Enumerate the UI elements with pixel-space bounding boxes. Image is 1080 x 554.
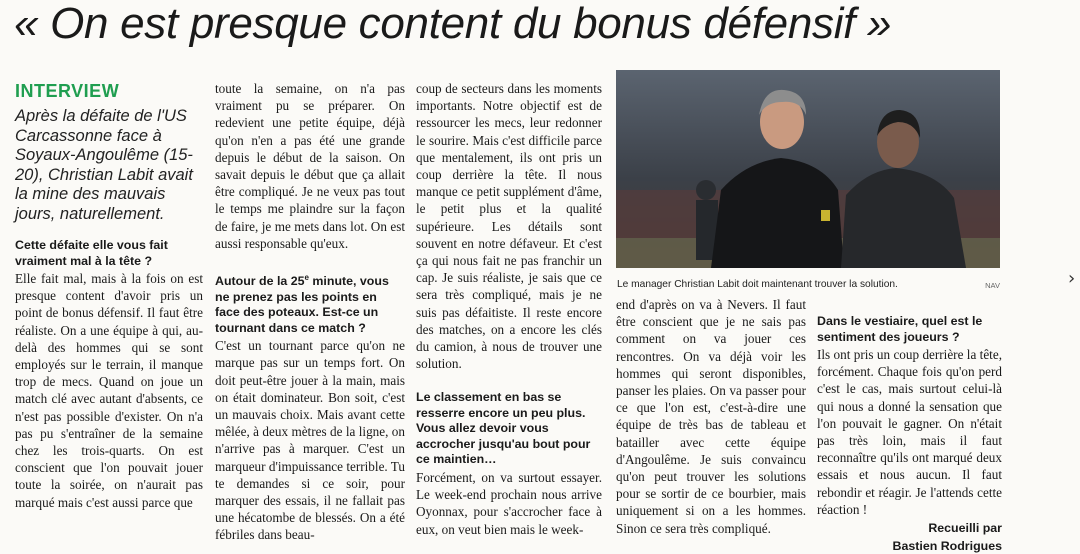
column-5	[817, 314, 1002, 554]
photo-christian-labit	[616, 70, 1000, 268]
headline: « On est presque content du bonus défensif »	[14, 0, 892, 48]
column-4	[616, 296, 806, 542]
answer-3: Forcément, on va surtout essayer. Le week-end prochain nous arrive Oyonnax, pour s'accrocher face à eux, on veut bien mais le week-	[416, 469, 602, 537]
photo-credit: NAV	[985, 281, 1000, 290]
answer-2-continued: coup de secteurs dans les moments importants. Notre objectif est de ressourcer les mecs, leur redonner le sourire. Mais c'est difficile parce que mentalement, ils ont pris un coup derrière la tête. Il nous manque ce petit supplément d'âme, le petit plus et la qualité supérieure. Les détails sont souvent en notre défaveur. Et c'est ça qui nous fait ne pas franchir un cap. Je suis réaliste, je sais que ce sera très compliqué, mais je ne suis pas défaitiste. Il reste encore des matches, on a encore les clés du camion, à nous de trouver une solution.	[416, 81, 602, 372]
answer-2: C'est un tournant parce qu'on ne marque pas sur un temps fort. On doit peut-être jouer à la main, mais on était dominateur. Bon soit, c'est un mauvais choix. Mais avant cette mêlée, à deux mètres de la ligne, on n'arrive pas à marquer. C'est un marqueur d'impuissance terrible. Tu te demandes si ce soir, pour marquer des essais, il ne fallait pas une hécatombe de blessés. On a été fébriles dans beau-	[215, 338, 405, 543]
signoff-author: Bastien Rodrigues	[892, 539, 1002, 554]
signoff-label: Recueilli par	[928, 521, 1002, 536]
question-1: Cette défaite elle vous fait vraiment mal à la tête ?	[15, 238, 168, 268]
next-page-arrow-icon[interactable]: ›	[1068, 268, 1076, 289]
answer-1: Elle fait mal, mais à la fois on est presque content d'avoir pris un point de bonus défensif. Il faut être réaliste. On a une équipe à qui, au-delà des hommes qui se sont employés sur le terrain, il manque trop de mecs. Quand on joue un match clé avec autant d'absents, ce n'est pas possible d'exister. On n'a pas pu s'entraîner de la semaine chez les trois-quarts. On est conscient que l'on pouvait jouer toute la soirée, on n'aurait pas marqué mais c'est aussi parce que	[15, 271, 203, 510]
photo-caption	[617, 278, 1000, 291]
kicker-interview: INTERVIEW	[15, 81, 120, 101]
photo-illustration	[616, 70, 1000, 268]
chapo: Après la défaite de l'US Carcassonne face à Soyaux-Angoulême (15-20), Christian Labit avait la mine des mauvais jours, naturellement.	[15, 107, 193, 223]
question-3: Le classement en bas se resserre encore un peu plus. Vous allez devoir vous accrocher jusqu'au bout pour ce maintien…	[416, 390, 591, 467]
column-3	[416, 80, 602, 540]
answer-4: Ils ont pris un coup derrière la tête, forcément. Chaque fois qu'on perd c'est le cas, mais surtout celui-là qui nous a donné la sensation que l'on pouvait le gagner. On n'était pas très loin, mais il faut reconnaître qu'ils ont marqué deux essais et nous aucun. Il faut rebondir et réagir. Je l'attends cette réaction !	[817, 347, 1002, 517]
column-2	[215, 80, 405, 543]
caption-text: Le manager Christian Labit doit maintenant trouver la solution.	[617, 279, 898, 290]
column-1	[15, 80, 203, 540]
answer-1-continued: toute la semaine, on n'a pas vraiment pu se préparer. On redevient une petite équipe, déjà qu'on n'en a pas été une grande depuis le début de la saison. On savait depuis le début que ça allait être compliqué. Je ne veux pas tout le temps me plaindre sur la façon de faire, je me mets dans lot. On est aussi responsable qu'eux.	[215, 81, 405, 251]
question-2: Autour de la 25e minute, vous ne prenez pas les points en face des poteaux. Est-ce un tournant dans ce match ?	[215, 273, 389, 335]
answer-3-continued: end d'après on va à Nevers. Il faut être conscient que je ne sais pas comment on va jouer ces rencontres. On va déjà voir les hommes qui seront disponibles, panser les plaies. On va passer pour ce que l'on est, c'est-à-dire une équipe de très bas de tableau et batailler avec cette équipe d'Angoulême. Je suis convaincu qu'on peut trouver les solutions pour se sortir de ce bourbier, mais uniquement si on a les hommes. Sinon ce sera très compliqué.	[616, 297, 806, 536]
question-4: Dans le vestiaire, quel est le sentiment des joueurs ?	[817, 314, 983, 344]
